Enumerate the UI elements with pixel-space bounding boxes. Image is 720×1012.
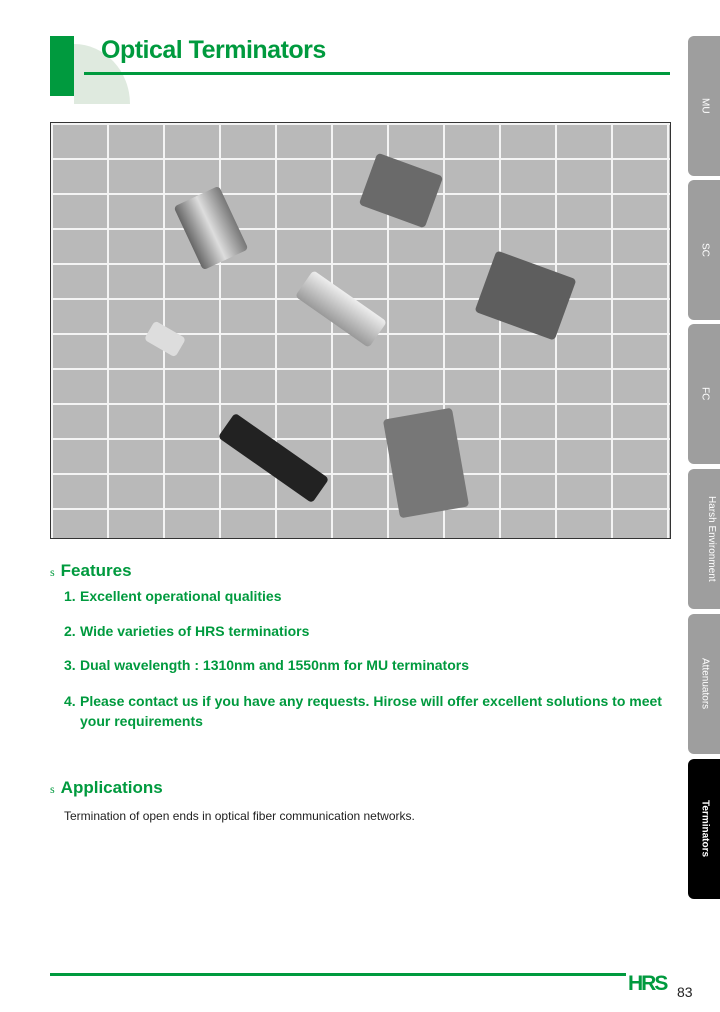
item-text: Dual wavelength : 1310nm and 1550nm for MU terminators <box>80 657 469 673</box>
tab-label: FC <box>699 387 711 401</box>
fc-terminator <box>174 186 249 271</box>
feature-item <box>64 621 674 641</box>
page-title: Optical Terminators <box>101 36 326 64</box>
feature-item <box>64 691 674 731</box>
tab-terminators[interactable] <box>688 759 720 899</box>
item-number: 2. <box>64 623 76 639</box>
feature-item <box>64 655 674 675</box>
tab-mu[interactable] <box>688 36 720 176</box>
title-rule <box>84 72 670 75</box>
gray-sc-terminator <box>383 408 469 519</box>
item-text-continued: your requirements <box>80 713 203 729</box>
feature-item <box>64 586 674 606</box>
page-number: 83 <box>677 984 693 1000</box>
applications-heading <box>50 778 163 798</box>
lc-terminator <box>295 270 387 348</box>
features-heading <box>50 561 132 581</box>
tab-fc[interactable] <box>688 324 720 464</box>
footer-rule <box>50 973 626 976</box>
tab-attenuators[interactable] <box>688 614 720 754</box>
tab-label: MU <box>699 98 711 114</box>
header-decoration-bar <box>50 36 74 96</box>
applications-text: Termination of open ends in optical fiber communication networks. <box>64 809 415 823</box>
tab-harsh-environment[interactable] <box>688 469 720 609</box>
item-text: Wide varieties of HRS terminatiors <box>80 623 310 639</box>
tab-sc[interactable] <box>688 180 720 320</box>
tab-label: Terminators <box>699 800 711 858</box>
item-number: 3. <box>64 657 76 673</box>
sc-terminator <box>474 250 576 340</box>
mu-terminator <box>144 320 186 357</box>
bullet: s <box>50 782 55 796</box>
product-photo <box>50 122 671 539</box>
tab-label: Attenuators <box>699 658 711 710</box>
heading-text: Features <box>60 561 132 580</box>
hrs-logo: HRS <box>628 972 667 995</box>
item-text: Please contact us if you have any requests. Hirose will offer excellent solutions to meet <box>80 693 662 709</box>
heading-text: Applications <box>60 778 163 797</box>
black-terminator <box>218 413 329 504</box>
tab-label: Harsh Environment <box>706 496 717 582</box>
item-number: 4. <box>64 693 76 709</box>
tab-label: SC <box>699 243 711 257</box>
sc-terminator-small <box>359 153 444 229</box>
item-text: Excellent operational qualities <box>80 588 282 604</box>
bullet: s <box>50 565 55 579</box>
item-number: 1. <box>64 588 76 604</box>
